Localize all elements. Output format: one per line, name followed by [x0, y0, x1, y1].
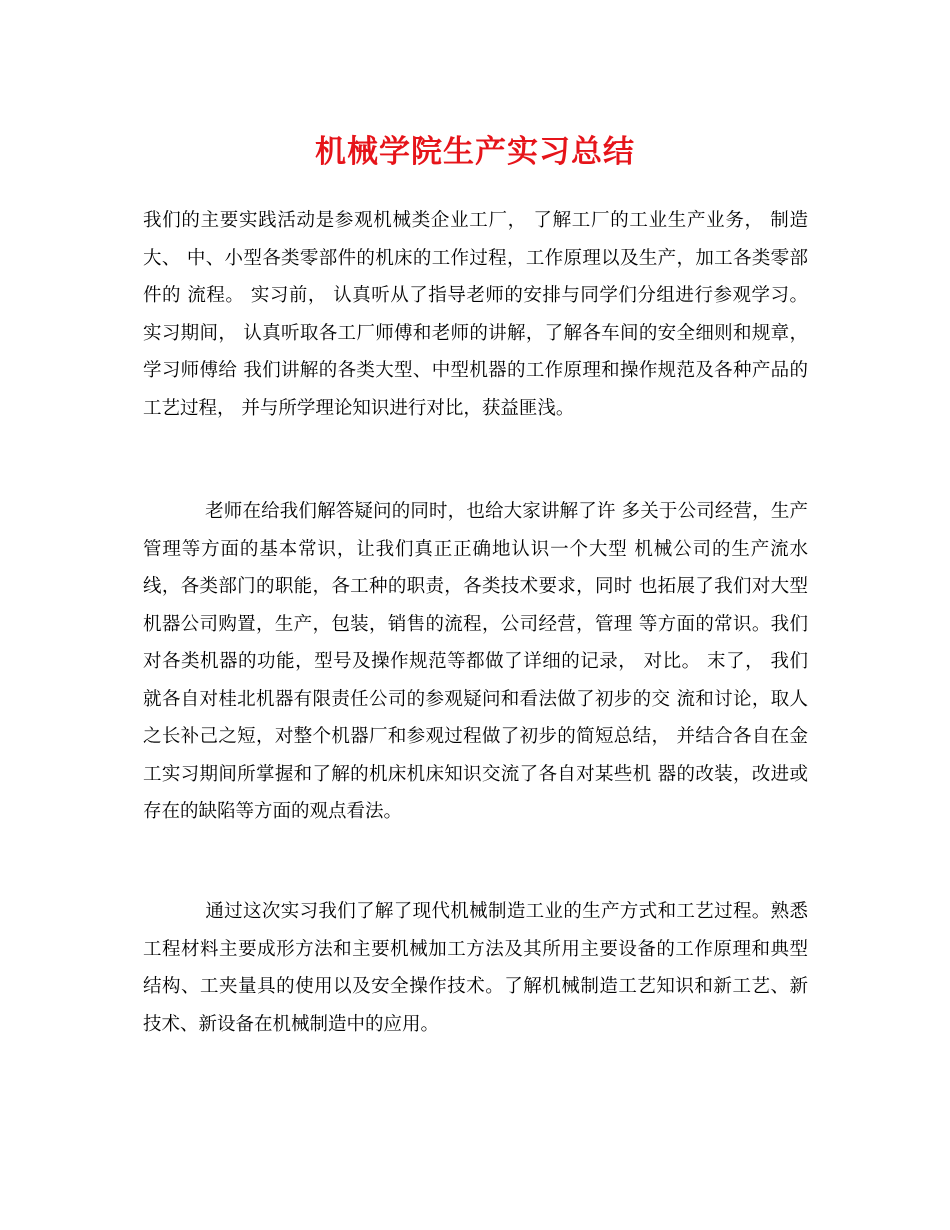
document-title: 机械学院生产实习总结: [315, 134, 635, 170]
paragraph-3: [143, 893, 808, 1043]
paragraph-3-text: 通过这次实习我们了解了现代机械制造工业的生产方式和工艺过程。熟悉工程材料主要成形方法和主要机械加工方法及其所用主要设备的工作原理和典型结构、工夹量具的使用以及安全操作技术。了解机械制造工艺知识和新工艺、新技术、新设备在机械制造中的应用。: [143, 901, 808, 1035]
paragraph-2-text: 老师在给我们解答疑问的同时，也给大家讲解了许 多关于公司经营，生产管理等方面的基本常识，让我们真正正确地认识一个大型 机械公司的生产流水线，各类部门的职能，各工种的职责，各类技术要求，同时 也拓展了我们对大型机器公司购置，生产，包装，销售的流程，公司经营，管理 等方面的常识。我们对各类机器的功能，型号及操作规范等都做了详细的记录， 对比。 末了， 我们就各自对桂北机器有限责任公司的参观疑问和看法做了初步的交 流和讨论，取人之长补己之短，对整个机器厂和参观过程做了初步的简短总结， 并结合各自在金工实习期间所掌握和了解的机床机床知识交流了各自对某些机 器的改装，改进或存在的缺陷等方面的观点看法。: [143, 501, 808, 822]
paragraph-1: [143, 202, 808, 427]
paragraph-1-text: 我们的主要实践活动是参观机械类企业工厂， 了解工厂的工业生产业务， 制造大、 中、小型各类零部件的机床的工作过程，工作原理以及生产，加工各类零部件的 流程。 实习前， 认真听从了指导老师的安排与同学们分组进行参观学习。实习期间， 认真听取各工厂师傅和老师的讲解，了解各车间的安全细则和规章，学习师傅给 我们讲解的各类大型、中型机器的工作原理和操作规范及各种产品的工艺过程， 并与所学理论知识进行对比，获益匪浅。: [143, 210, 808, 419]
paragraph-2: [143, 493, 808, 831]
